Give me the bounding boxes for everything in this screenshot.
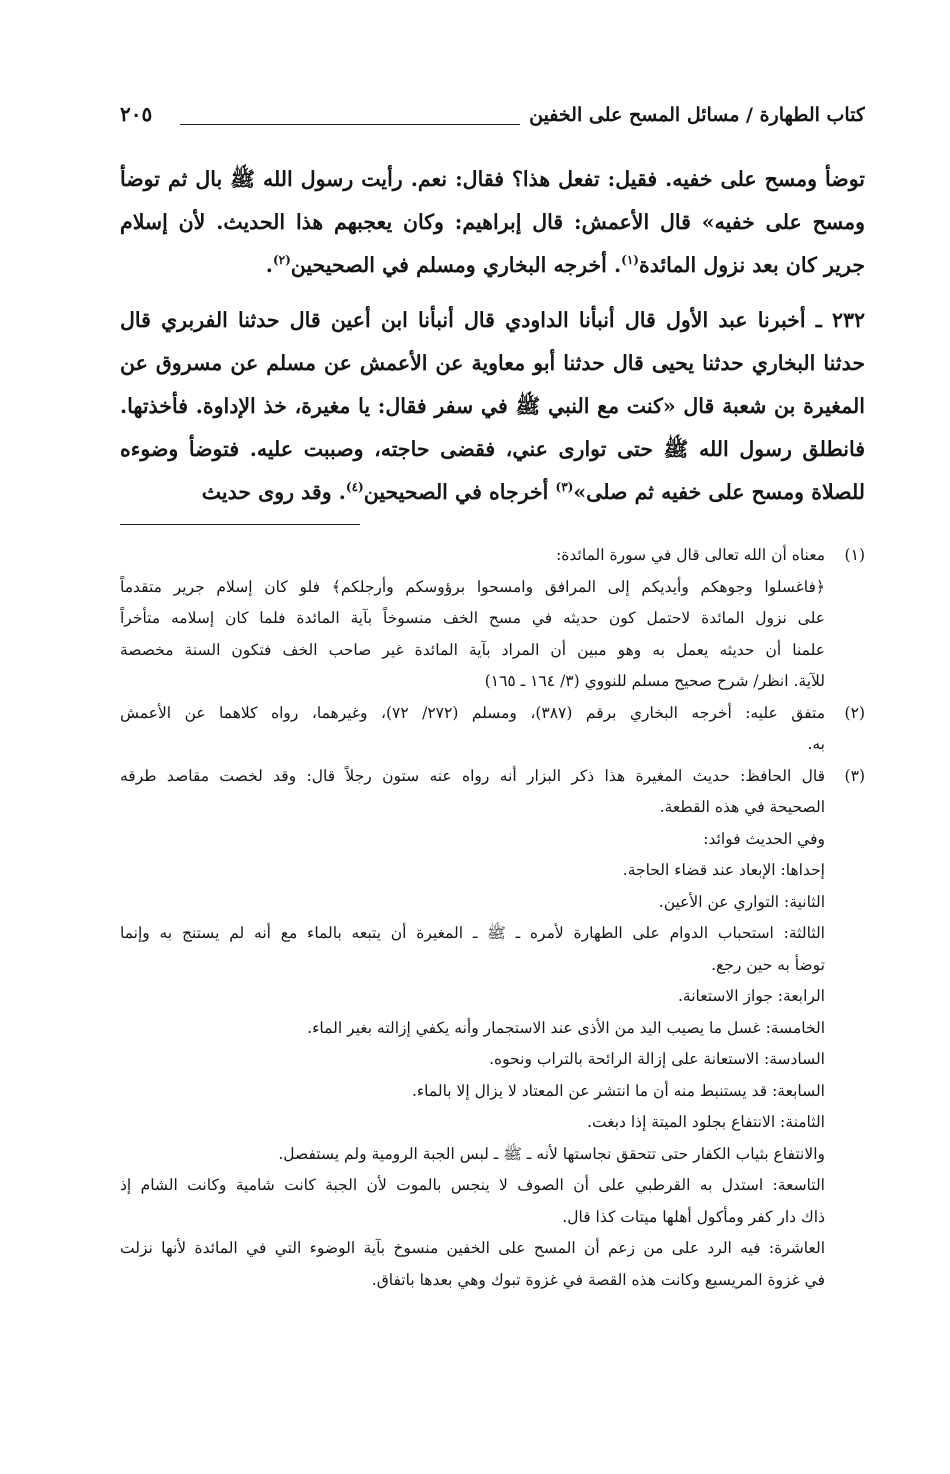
footnote-2-number: (٢) xyxy=(844,703,865,722)
footnote-line: معناه أن الله تعالى قال في سورة المائدة: xyxy=(556,546,825,564)
footnote-line: للآية. انظر/ شرح صحيح مسلم للنووي (٣/ ١٦٤ ـ ١٦٥) xyxy=(484,672,825,690)
footnote-line: الرابعة: جواز الاستعانة. xyxy=(677,987,825,1005)
footnote-3 xyxy=(120,761,865,1297)
footnote-line: ﴿فاغسلوا وجوهكم وأيديكم إلى المرافق وامسحوا برؤوسكم وأرجلكم﴾ فلو كان إسلام جرير متقدماً xyxy=(120,577,825,596)
footnote-ref-3[interactable]: (٣) xyxy=(555,480,574,495)
footnote-2 xyxy=(120,698,865,761)
footnote-line: به. xyxy=(807,735,825,753)
footnote-line: قال الحافظ: حديث المغيرة هذا ذكر البزار أنه رواه عنه ستون رجلاً قال: وقد لخصت مقاصد طرقه xyxy=(120,766,825,785)
footnote-line: إحداها: الإبعاد عند قضاء الحاجة. xyxy=(622,861,825,879)
footnote-line: الثامنة: الانتفاع بجلود الميتة إذا دبغت. xyxy=(587,1113,825,1131)
footnote-line: على نزول المائدة لاحتمل كون حديثه في مسح الخف منسوخاً بآية المائدة فلما كان إسلامه متأخراً xyxy=(120,609,825,627)
footnote-line: السادسة: الاستعانة على إزالة الرائحة بالتراب ونحوه. xyxy=(489,1050,825,1068)
header-title: كتاب الطهارة / مسائل المسح على الخفين xyxy=(529,104,865,126)
paragraph-2-text-3: . وقد روى حديث xyxy=(201,480,346,504)
paragraph-2-text: ٢٣٢ ـ أخبرنا عبد الأول قال أنبأنا الداودي قال أنبأنا ابن أعين قال حدثنا الفربري قال حدثنا البخاري حدثنا يحيى قال حدثنا أبو معاوية عن الأعمش عن مسلم عن مسروق عن المغيرة بن شعبة قال «كنت مع النبي ﷺ في سفر فقال: يا مغيرة، خذ الإداوة. فأخذتها. فانطلق رسول الله ﷺ حتى توارى عني، فقضى حاجته، وصببت عليه. فتوضأ وضوءه للصلاة ومسح على خفيه ثم صلى» xyxy=(120,308,865,504)
footnote-line: في غزوة المريسيع وكانت هذه القصة في غزوة تبوك وهي بعدها باتفاق. xyxy=(371,1270,825,1289)
footnote-separator xyxy=(120,524,360,525)
paragraph-1-text-3: . xyxy=(265,253,273,277)
footnote-line: علمنا أن حديثه يعمل به وهو مبين أن المراد بآية المائدة غير صاحب الخف فتكون السنة مخصصة xyxy=(120,640,825,659)
footnote-ref-1[interactable]: (١) xyxy=(621,253,639,268)
main-text xyxy=(120,158,865,514)
paragraph-1-text: توضأ ومسح على خفيه. فقيل: تفعل هذا؟ فقال: نعم. رأيت رسول الله ﷺ بال ثم توضأ ومسح على خفيه» قال الأعمش: قال إبراهيم: وكان يعجبهم هذا الحديث. لأن إسلام جرير كان بعد نزول المائدة xyxy=(120,167,865,277)
running-header xyxy=(120,96,865,142)
footnote-line: وفي الحديث فوائد: xyxy=(703,829,825,848)
paragraph-1 xyxy=(120,158,865,287)
footnote-line: الثانية: التواري عن الأعين. xyxy=(658,892,825,911)
footnote-line: التاسعة: استدل به القرطبي على أن الصوف لا ينجس بالموت لأن الجبة كانت شامية وكانت الشام إذ xyxy=(120,1176,825,1194)
footnote-line: الخامسة: غسل ما يصيب اليد من الأذى عند الاستجمار وأنه يكفي إزالته بغير الماء. xyxy=(307,1018,825,1037)
footnote-line: العاشرة: فيه الرد على من زعم أن المسح على الخفين منسوخ بآية الوضوء التي في المائدة لأنها نزلت xyxy=(120,1239,825,1257)
footnote-line: ذاك دار كفر ومأكول أهلها ميتات كذا قال. xyxy=(562,1207,825,1226)
footnote-line: توضأ به حين رجع. xyxy=(711,955,825,974)
footnote-line: الصحيحة في هذه القطعة. xyxy=(659,798,825,816)
footnote-ref-4[interactable]: (٤) xyxy=(345,480,364,495)
footnotes xyxy=(120,540,865,1296)
paragraph-2-text-2: أخرجاه في الصحيحين xyxy=(363,480,556,504)
footnote-line: والانتفاع بثياب الكفار حتى تتحقق نجاستها لأنه ـ ﷺ ـ لبس الجبة الرومية ولم يستفصل. xyxy=(278,1144,825,1163)
paragraph-1-text-2: . أخرجه البخاري ومسلم في الصحيحين xyxy=(290,253,622,277)
paragraph-2 xyxy=(120,299,865,514)
book-page xyxy=(120,96,865,1436)
footnote-line: السابعة: قد يستنبط منه أن ما انتشر عن المعتاد لا يزال إلا بالماء. xyxy=(411,1081,825,1100)
footnote-line: الثالثة: استحباب الدوام على الطهارة لأمره ـ ﷺ ـ المغيرة أن يتبعه بالماء مع أنه لم يستنج به وإنما xyxy=(120,924,825,942)
header-rule xyxy=(180,124,520,125)
footnote-ref-2[interactable]: (٢) xyxy=(272,253,291,268)
footnote-1-number: (١) xyxy=(844,546,865,564)
footnote-line: متفق عليه: أخرجه البخاري برقم (٣٨٧)، ومسلم (٢٧٢/ ٧٢)، وغيرهما، رواه كلاهما عن الأعمش xyxy=(120,703,825,722)
footnote-3-number: (٣) xyxy=(844,766,865,785)
footnote-1 xyxy=(120,540,865,698)
page-number: ٢٠٥ xyxy=(120,102,153,126)
